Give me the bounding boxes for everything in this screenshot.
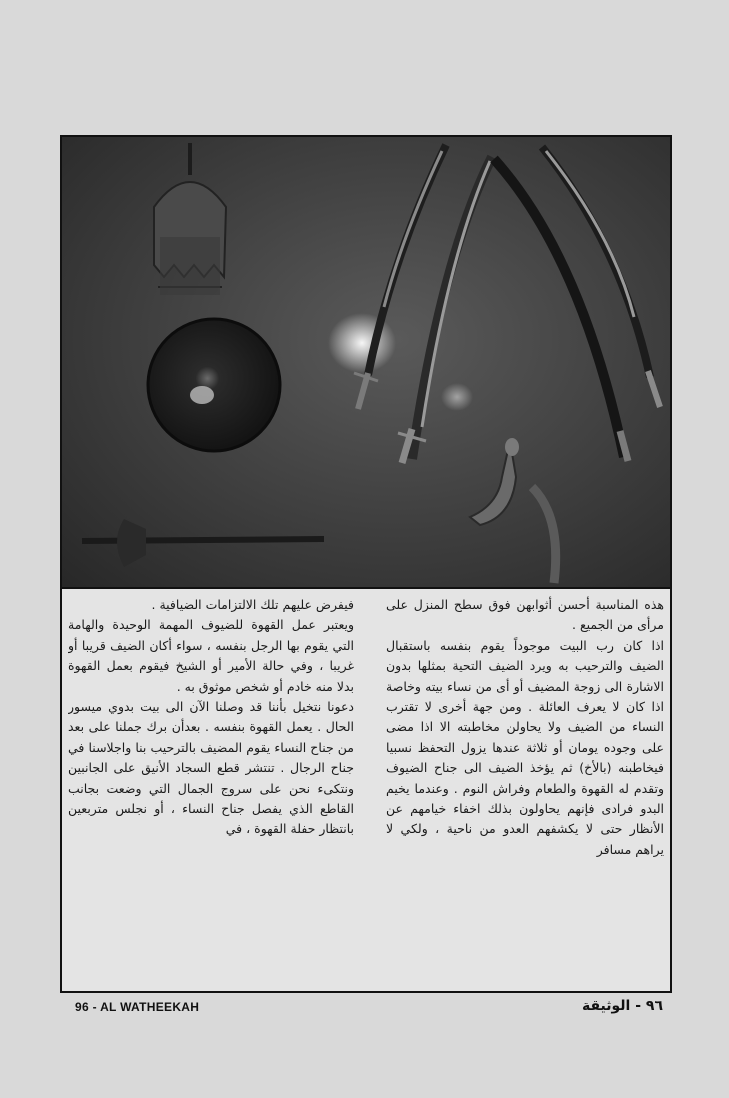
shield-shape — [148, 319, 280, 451]
paragraph: اذا كان رب البيت موجوداً يقوم بنفسه باستقبال الضيف والترحيب به ويرد الضيف التحية بمثلها بدون الاشارة الى زوجة المضيف أو أى من نساء بيته وخاصة اذا كان لا يعرف العائلة . ومن جهة أخرى لا تقترب النساء من الضيف ولا يحاولن مخاطبته الا اذا مضى على وجوده يومان أو ثلاثة عندها يزول التحفظ نسبيا فيخاطبنه (بالأخ) ثم يؤخذ الضيف الى جناح الضيوف وتقدم له القهوة والطعام وفراش النوم . وعندما يخيم البدو فرادى فإنهم يحاولون بذلك اخفاء خيامهم عن الأنظار حتى لا يكشفهم العدو من ناحية ، ولكي لا يراهم مسافر — [386, 637, 664, 857]
footer-page-label-english: 96 - AL WATHEEKAH — [75, 1000, 200, 1014]
article-text — [62, 587, 670, 991]
paragraph: دعونا نتخيل بأننا قد وصلنا الآن الى بيت بدوي ميسور الحال . يعمل القهوة بنفسه . بعدأن برك جملنا على بعد من جناح النساء يقوم المضيف بالترحيب بنا واجلاسنا في جناح الرجال . تنتشر قطع السجاد الأنيق على الجانبين ونتكىء نحن على سروج الجمال التي وضعت بجانب القاطع الذي يفصل جناح النساء ، أو نجلس متربعين بانتظار حفلة القهوة ، في — [68, 699, 354, 837]
weapons-illustration — [62, 137, 670, 587]
article-left-column — [68, 595, 354, 987]
weapons-photo — [62, 137, 670, 587]
paragraph: فيفرض عليهم تلك الالتزامات الضيافية . — [151, 597, 354, 612]
page-frame — [60, 135, 672, 993]
article-right-column — [386, 595, 664, 987]
paragraph: هذه المناسبة أحسن أثوابهن فوق سطح المنزل على مرأى من الجميع . — [386, 597, 664, 633]
paragraph: ويعتبر عمل القهوة للضيوف المهمة الوحيدة والهامة التي يقوم بها الرجل بنفسه ، سواء أكان الضيف قريبا أو غريبا ، وفي حالة الأمير أو الشيخ فيقوم بعمل القهوة بدلا منه خادم أو شخص موثوق به . — [68, 617, 354, 694]
footer-page-label-arabic: ٩٦ - الوثيقة — [581, 998, 663, 1014]
